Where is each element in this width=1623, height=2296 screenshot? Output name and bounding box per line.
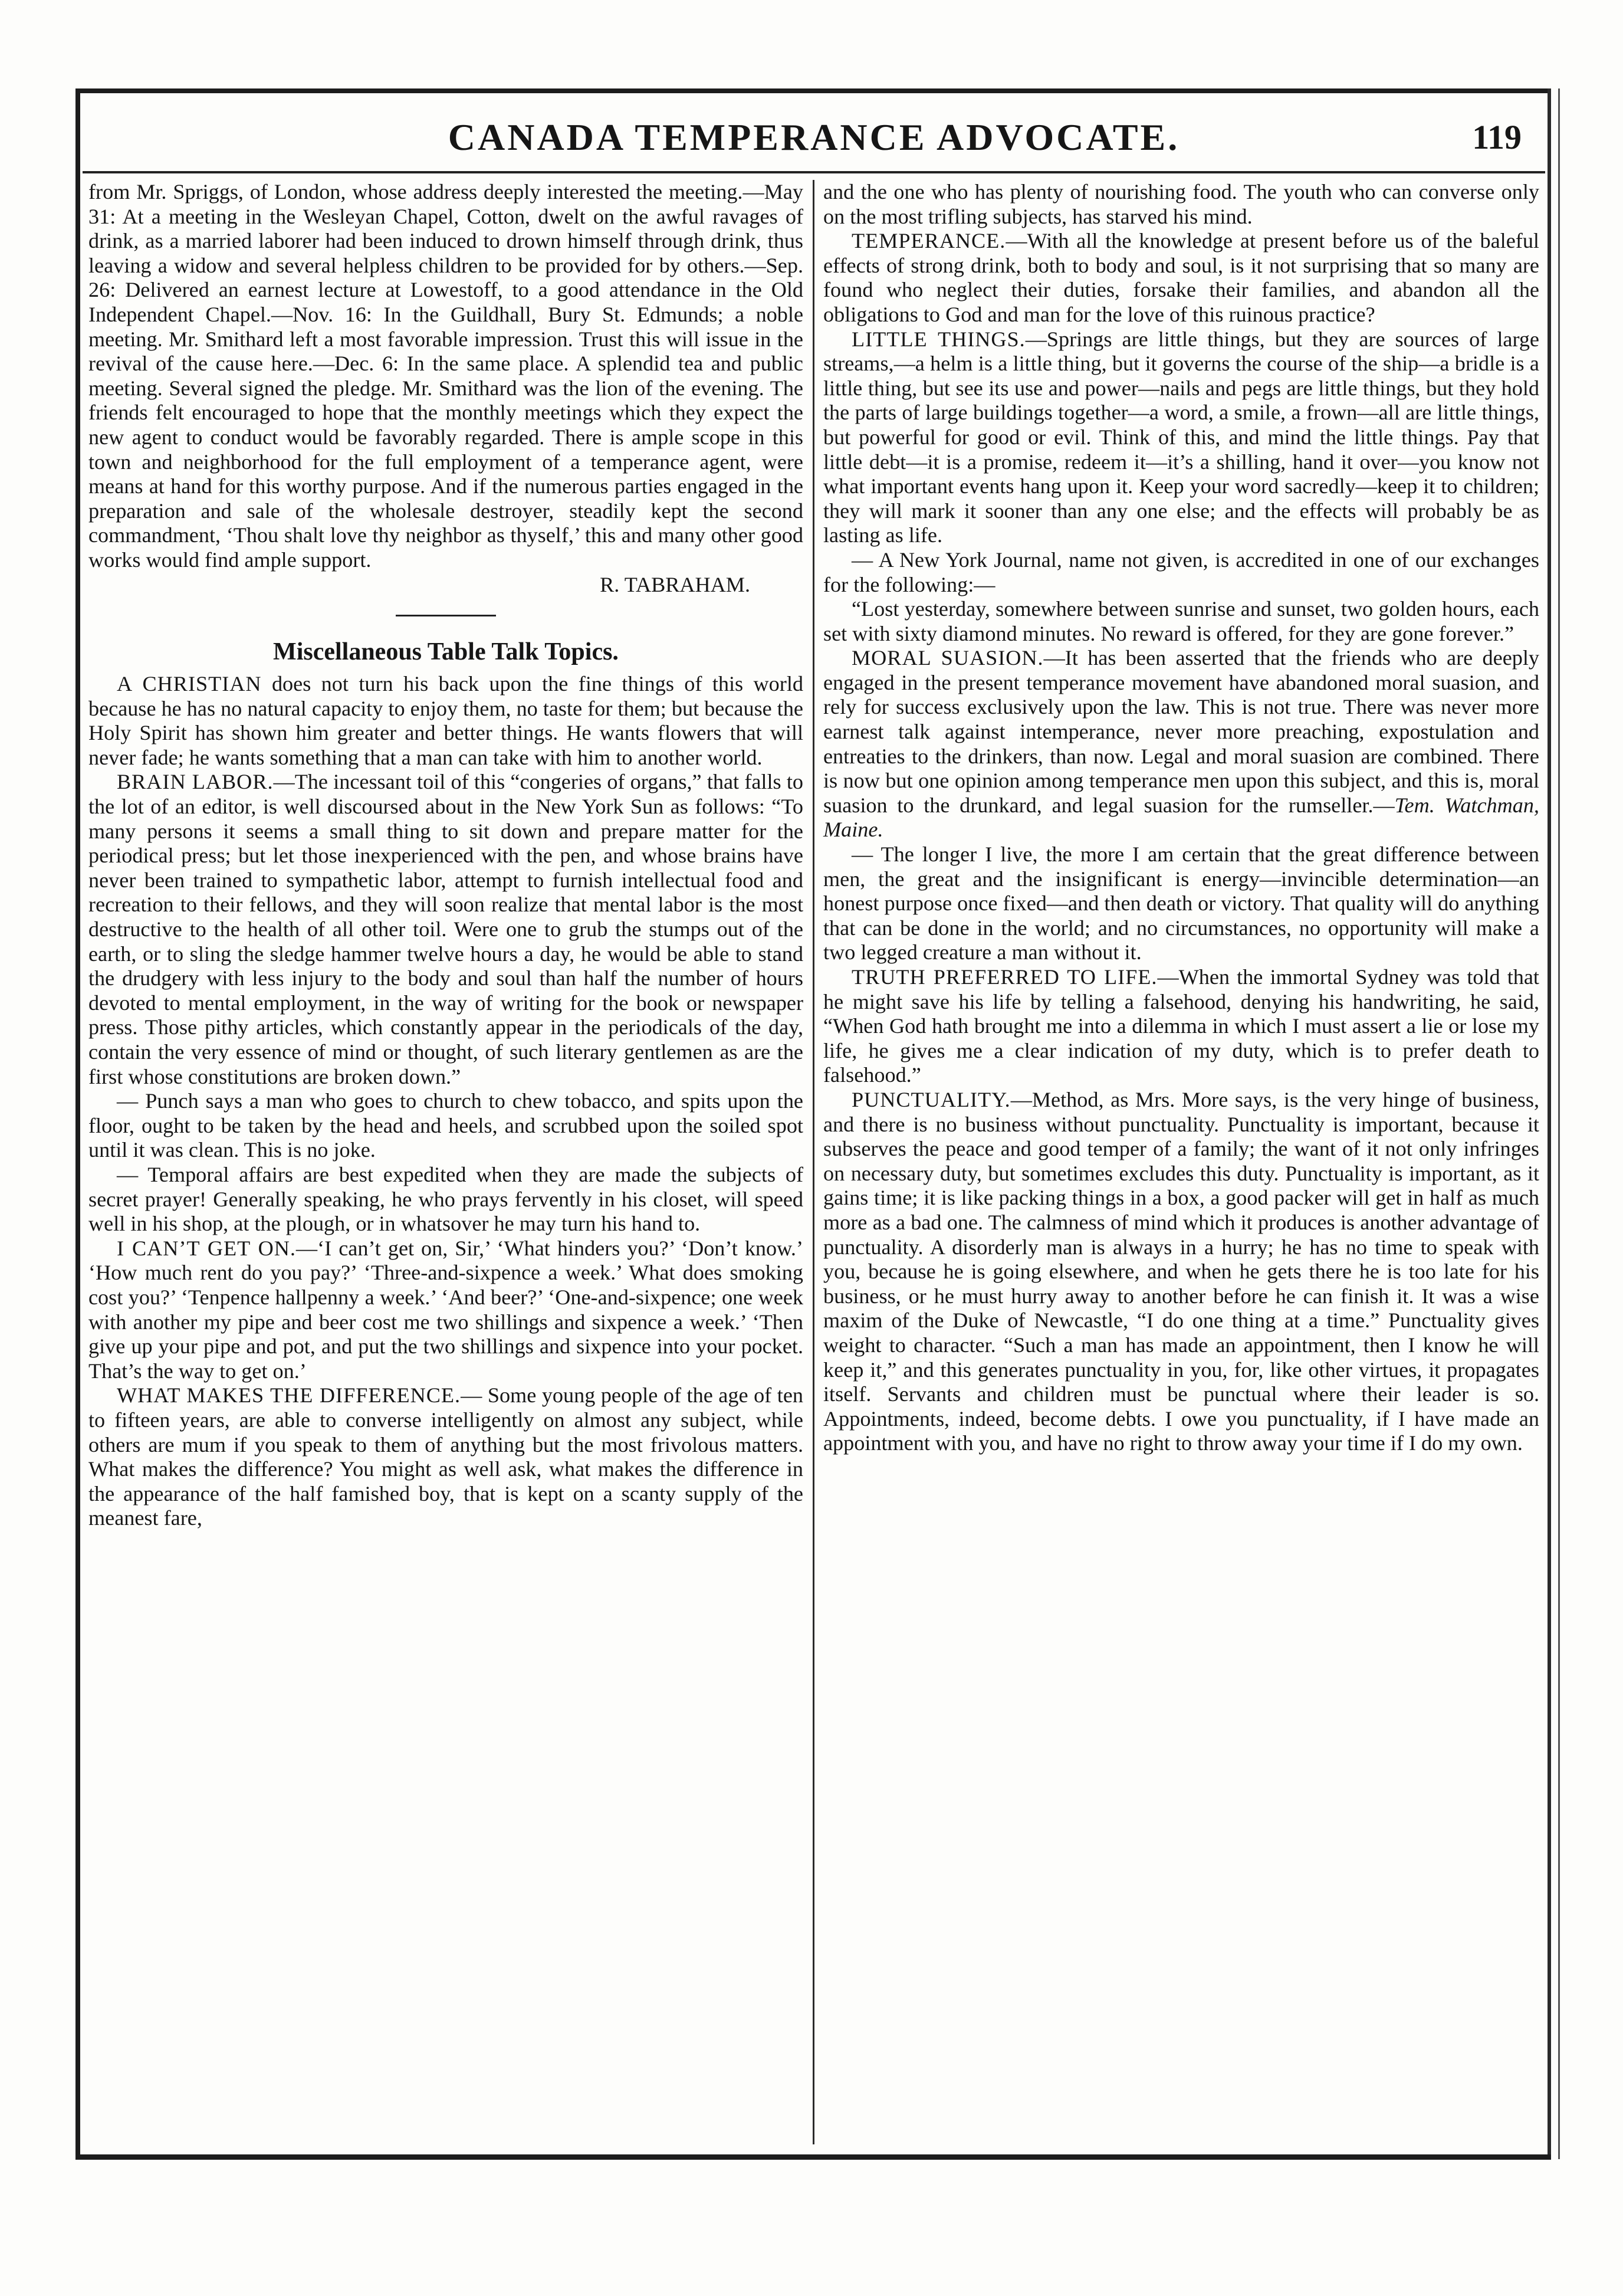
top-border-rule xyxy=(75,88,1551,93)
item-lost-quote: “Lost yesterday, somewhere between sunrise and sunset, two golden hours, each set with sixty diamond minutes. No reward is offered, for they are gone forever.” xyxy=(823,597,1539,645)
item-what-makes-difference-lead: WHAT MAKES THE DIFFERENCE. xyxy=(117,1383,461,1408)
left-border-rule xyxy=(75,88,80,2159)
item-moral-suasion-source: Tem. Watchman, Maine. xyxy=(823,793,1539,842)
item-moral-suasion-lead: MORAL SUASION. xyxy=(852,646,1044,670)
column-divider xyxy=(813,180,814,2144)
item-christian xyxy=(88,672,803,770)
item-moral-suasion xyxy=(823,646,1539,842)
item-longer-i-live: — The longer I live, the more I am certain that the great difference between men, the great and the insignificant is energy—invincible determination—an honest purpose once fixed—and then death or victory. That quality will do anything that can be done in the world; and no circumstances, no opportunity will make a two legged creature a man without it. xyxy=(823,842,1540,965)
item-brain-labor xyxy=(88,770,803,1089)
signature: R. TABRAHAM. xyxy=(600,572,750,596)
item-truth-preferred-lead: TRUTH PREFERRED TO LIFE. xyxy=(852,965,1158,989)
right-column xyxy=(823,180,1539,1456)
item-punch: — Punch says a man who goes to church to chew tobacco, and spits upon the floor, ought to be taken by the head and heels, and scrubbed upon the soiled spot until it was clean. This is no joke. xyxy=(88,1089,803,1162)
item-brain-labor-lead: BRAIN LABOR. xyxy=(117,770,274,794)
item-little-things-lead: LITTLE THINGS. xyxy=(852,327,1026,351)
item-little-things-text: —Springs are little things, but they are sources of large streams,—a helm is a little thing, but it governs the course of the ship—a bridle is a little thing, but see its use and power—nails and pegs are little things, but they hold the parts of large buildings together—a word, a smile, a frown—all are little things, but powerful for good or evil. Think of this, and mind the little things. Pay that little debt—it is a promise, redeem it—it’s a shilling, hand it over—you know not what important events hang upon it. Keep your word sacredly—keep it to children; they will mark it sooner than any one else; and the effects will probably be as lasting as life. xyxy=(823,327,1539,547)
item-temperance-text: —With all the knowledge at present before us of the baleful effects of strong drink, both to body and soul, is it not surprising that so many are found who neglect their duties, forsake their families, and abandon all the obligations to God and man for the love of this ruinous practice? xyxy=(823,229,1539,326)
item-truth-preferred-text: —When the immortal Sydney was told that he might save his life by telling a falsehood, denying his handwriting, he said, “When God hath brought me into a dilemma in which I must assert a lie or lose my life, he gives me a clear indication of my duty, which is to prefer death to falsehood.” xyxy=(823,965,1539,1087)
page-number: 119 xyxy=(1472,118,1522,156)
item-little-things xyxy=(823,327,1539,548)
item-christian-lead: A CHRISTIAN xyxy=(117,672,262,696)
item-temperance-lead: TEMPERANCE. xyxy=(852,229,1006,253)
left-column xyxy=(88,180,803,1531)
item-christian-text: does not turn his back upon the fine things of this world because he has no natural capacity to enjoy them, no taste for them; but because the Holy Spirit has shown him greater and better things. He wants flowers that will never fade; he wants something that a man can take with him to another world. xyxy=(88,672,803,769)
right-border-rule-thin xyxy=(1558,88,1560,2159)
header-rule xyxy=(83,171,1545,173)
item-cant-get-on-text: —‘I can’t get on, Sir,’ ‘What hinders you?’ ‘Don’t know.’ ‘How much rent do you pay?’ ‘Three-and-sixpence a week.’ What does smoking cost you?’ ‘Tenpence hallpenny a week.’ ‘And beer?’ ‘One-and-sixpence; one week with another my pipe and beer cost me two shillings and sixpence a week.’ ‘Then give up your pipe and pot, and put the two shillings and sixpence into your pocket. That’s the way to get on.’ xyxy=(88,1236,803,1383)
difference-continuation: and the one who has plenty of nourishing food. The youth who can converse only on the most trifling subjects, has starved his mind. xyxy=(823,180,1539,228)
item-brain-labor-text: —The incessant toil of this “congeries of organs,” that falls to the lot of an editor, is well discoursed about in the New York Sun as follows: “To many persons it seems a small thing to sit down and prepare matter for the periodical press; but let those inexperienced with the pen, and whose brains have never been trained to sympathetic labor, attempt to furnish intellectual food and recreation to their fellows, and they will soon realize that mental labor is the most destructive to the health of all other toil. Were one to grub the stumps out of the earth, or to sling the sledge hammer twelve hours a day, he would be able to stand the drudgery with less injury to the body and soul than half the number of hours devoted to mental employment, in the way of writing for the book or newspaper press. Those pithy articles, which constantly appear in the periodicals of the day, contain the very essence of mind or thought, of such literary gentlemen as are the first whose constitutions are broken down.” xyxy=(88,770,803,1088)
item-what-makes-difference-text: — Some young people of the age of ten to fifteen years, are able to converse intelligently on almost any subject, while others are mum if you speak to them of anything but the most frivolous matters. What makes the difference? You might as well ask, what makes the difference in the appearance of the half famished boy, that is kept on a scanty supply of the meanest fare, xyxy=(88,1383,803,1530)
item-punctuality xyxy=(823,1088,1539,1456)
item-punctuality-text: —Method, as Mrs. More says, is the very hinge of business, and there is no business without punctuality. Punctuality is important, because it subserves the peace and good temper of a family; the want of it not only infringes on necessary duty, but sometimes excludes this duty. Punctuality is important, as it gains time; it is like packing things in a box, a good packer will get in half as much more as a bad one. The calmness of mind which it produces is another advantage of punctuality. A disorderly man is always in a hurry; he has no time to speak with you, because he is going elsewhere, and when he gets there he is too late for his business, or he must hurry away to another before he can finish it. It was a wise maxim of the Duke of Newcastle, “I do one thing at a time.” Punctuality gives weight to character. “Such a man has made an appointment, then I know he will keep it,” and this generates punctuality in you, for, like other virtues, it propagates itself. Servants and children must be punctual where their leader is so. Appointments, indeed, become debts. I owe you punctuality, if I have made an appointment with you, and have no right to throw away your time if I do my own. xyxy=(823,1087,1539,1455)
item-what-makes-difference xyxy=(88,1383,803,1531)
item-temporal: — Temporal affairs are best expedited when they are made the subjects of secret prayer! Generally speaking, he who prays fervently in his closet, will speed well in his shop, at the plough, or in whatsover he may turn his hand to. xyxy=(88,1162,803,1236)
item-temperance xyxy=(823,229,1539,327)
item-cant-get-on xyxy=(88,1236,803,1384)
section-divider xyxy=(396,615,496,616)
item-truth-preferred xyxy=(823,965,1539,1088)
masthead-title: CANADA TEMPERANCE ADVOCATE. xyxy=(448,116,1180,158)
item-journal: — A New York Journal, name not given, is accredited in one of our exchanges for the following:— xyxy=(823,547,1539,596)
item-punctuality-lead: PUNCTUALITY. xyxy=(852,1087,1011,1111)
item-cant-get-on-lead: I CAN’T GET ON. xyxy=(117,1236,296,1260)
report-continuation: from Mr. Spriggs, of London, whose address deeply interested the meeting.—May 31: At a meeting in the Wesleyan Chapel, Cotton, dwelt on the awful ravages of drink, as a married laborer had been induced to drown himself through drink, thus leaving a widow and several helpless children to be provided for by others.—Sep. 26: Delivered an earnest lecture at Lowestoff, to a good attendance in the Old Independent Chapel.—Nov. 16: In the Guildhall, Bury St. Edmunds; a noble meeting. Mr. Smithard left a most favorable impression. Trust this will issue in the revival of the cause here.—Dec. 6: In the same place. A splendid tea and public meeting. Several signed the pledge. Mr. Smithard was the lion of the evening. The friends felt encouraged to hope that the monthly meetings which they expect the new agent to conduct would be favorably regarded. There is ample scope in this town and neighborhood for the full employment of a temperance agent, were means at hand for this worthy purpose. And if the numerous parties engaged in the preparation and sale of the wholesale destroyer, steadily kept the second commandment, ‘Thou shalt love thy neighbor as thyself,’ this and many other good works would find ample support. xyxy=(88,180,803,572)
section-title: Miscellaneous Table Talk Topics. xyxy=(273,638,619,666)
item-moral-suasion-text: —It has been asserted that the friends who are deeply engaged in the present temperance movement have abandoned moral suasion, and rely for success exclusively upon the law. This is not true. There was never more earnest talk against intemperance, never more preaching, expostulation and entreaties to the drinkers, than now. Legal and moral suasion are combined. There is now but one opinion among temperance men upon this subject, and this is, moral suasion to the drunkard, and legal suasion for the rumseller.— xyxy=(823,646,1539,817)
bottom-border-rule xyxy=(75,2154,1551,2160)
right-border-rule xyxy=(1548,88,1551,2159)
